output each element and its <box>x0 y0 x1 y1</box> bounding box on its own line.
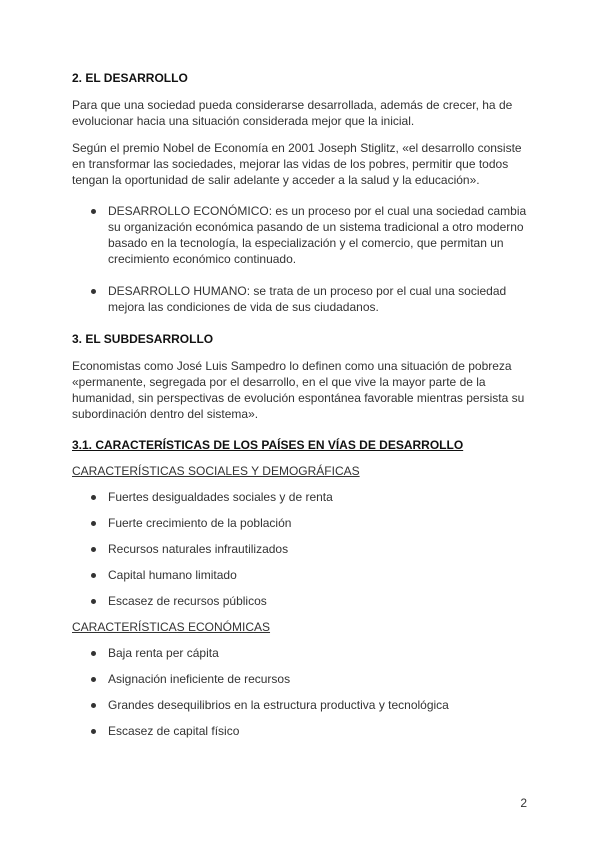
economic-characteristics-list <box>72 645 528 739</box>
section-3-1-heading: 3.1. CARACTERÍSTICAS DE LOS PAÍSES EN VÍAS DE DESARROLLO <box>72 438 464 452</box>
document-page <box>72 70 528 739</box>
list-item: Escasez de capital físico <box>72 723 528 739</box>
bullet-icon <box>91 289 96 294</box>
list-item: Escasez de recursos públicos <box>72 593 528 609</box>
list-item: Fuerte crecimiento de la población <box>72 515 528 531</box>
social-characteristics-heading: CARACTERÍSTICAS SOCIALES Y DEMOGRÁFICAS <box>72 464 360 478</box>
economic-characteristics-heading: CARACTERÍSTICAS ECONÓMICAS <box>72 620 271 634</box>
section-2-paragraph-1: Para que una sociedad pueda considerarse desarrollada, además de crecer, ha de evolucionar hacia una situación considerada mejor que la inicial. <box>72 98 513 128</box>
bullet-icon <box>91 521 96 526</box>
list-item: DESARROLLO HUMANO: se trata de un proceso por el cual una sociedad mejora las condiciones de vida de sus ciudadanos. <box>72 283 528 315</box>
bullet-icon <box>91 573 96 578</box>
bullet-icon <box>91 703 96 708</box>
list-item: Grandes desequilibrios en la estructura productiva y tecnológica <box>72 697 528 713</box>
list-item: Asignación ineficiente de recursos <box>72 671 528 687</box>
list-item: Capital humano limitado <box>72 567 528 583</box>
bullet-icon <box>91 729 96 734</box>
section-3-paragraph: Economistas como José Luis Sampedro lo definen como una situación de pobreza «permanente, segregada por el desarrollo, en el que vive la mayor parte de la humanidad, sin perspectivas de evolución espontánea favorable mientras persista su subordinación dentro del sistema». <box>72 359 525 421</box>
list-item: Baja renta per cápita <box>72 645 528 661</box>
list-item: DESARROLLO ECONÓMICO: es un proceso por el cual una sociedad cambia su organización económica pasando de un sistema tradicional a otro moderno basado en la tecnología, la especialización y el comercio, que permitan un crecimiento económico continuado. <box>72 203 528 267</box>
section-3-heading: 3. EL SUBDESARROLLO <box>72 332 214 346</box>
development-types-list <box>72 203 528 315</box>
page-number: 2 <box>520 796 527 810</box>
bullet-icon <box>91 495 96 500</box>
list-item: Fuertes desigualdades sociales y de renta <box>72 489 528 505</box>
list-item: Recursos naturales infrautilizados <box>72 541 528 557</box>
bullet-icon <box>91 599 96 604</box>
bullet-icon <box>91 677 96 682</box>
section-2-paragraph-2: Según el premio Nobel de Economía en 2001 Joseph Stiglitz, «el desarrollo consiste en transformar las sociedades, mejorar las vidas de los pobres, permitir que todos tengan la oportunidad de salir adelante y acceder a la salud y la educación». <box>72 141 522 187</box>
bullet-icon <box>91 209 96 214</box>
section-2-heading: 2. EL DESARROLLO <box>72 71 188 85</box>
bullet-icon <box>91 651 96 656</box>
social-characteristics-list <box>72 489 528 609</box>
bullet-icon <box>91 547 96 552</box>
